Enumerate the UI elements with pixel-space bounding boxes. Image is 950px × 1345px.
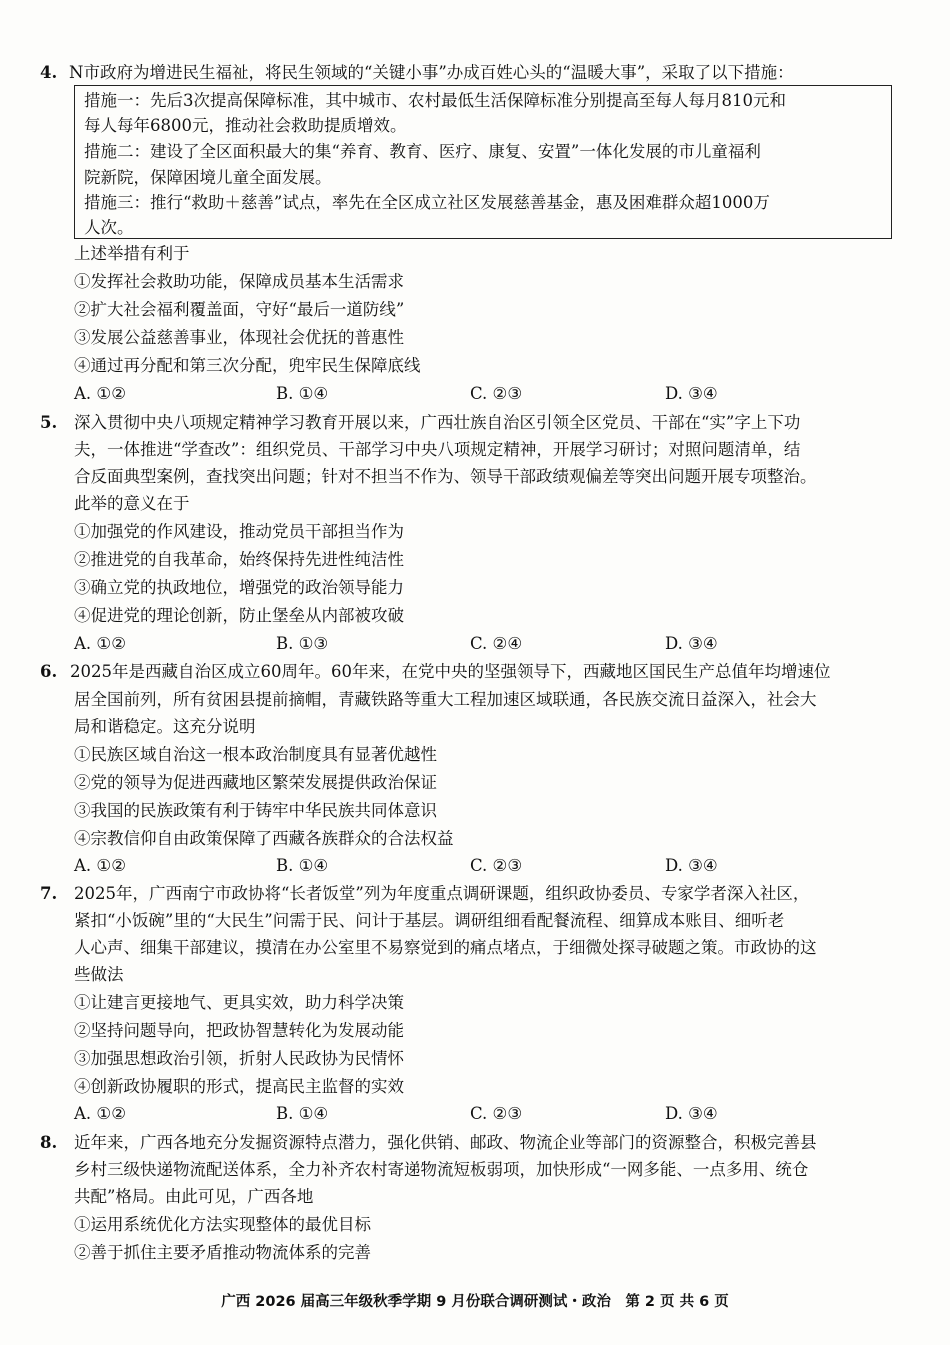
question-stem-line: 共配”格局。由此可见，广西各地	[74, 1187, 314, 1206]
question-stem-line: N市政府为增进民生福祉，将民生领域的“关键小事”办成百姓心头的“温暖大事”，采取了以下措施：	[69, 63, 794, 82]
statement-item: ④创新政协履职的形式，提高民主监督的实效	[74, 1077, 404, 1096]
question-stem-line: 深入贯彻中央八项规定精神学习教育开展以来，广西壮族自治区引领全区党员、干部在“实”字上下功	[74, 413, 801, 432]
question-number: 6.	[40, 662, 58, 681]
box-line: 人次。	[84, 218, 134, 237]
option-c[interactable]: C. ②③	[470, 856, 523, 875]
statement-item: ②推进党的自我革命，始终保持先进性纯洁性	[74, 550, 404, 569]
option-c[interactable]: C. ②③	[470, 384, 523, 403]
question-lead: 上述举措有利于	[74, 244, 190, 263]
question-stem-line: 2025年是西藏自治区成立60周年。60年来，在党中央的坚强领导下，西藏地区国民生产总值年均增速位	[70, 662, 831, 681]
question-stem-line: 乡村三级快递物流配送体系，全力补齐农村寄递物流短板弱项，加快形成“一网多能、一点多用、统仓	[74, 1160, 809, 1179]
question-stem-line: 些做法	[74, 965, 124, 984]
option-b[interactable]: B. ①④	[276, 856, 329, 875]
option-d[interactable]: D. ③④	[665, 384, 718, 403]
question-stem-line: 居全国前列，所有贫困县提前摘帽，青藏铁路等重大工程加速区域联通，各民族交流日益深入，社会大	[74, 690, 817, 709]
question-number: 8.	[40, 1133, 58, 1152]
question-stem-line: 局和谐稳定。这充分说明	[74, 717, 256, 736]
page-footer: 广西 2026 届高三年级秋季学期 9 月份联合调研测试・政治 第 2 页 共 6 页	[221, 1294, 729, 1310]
option-d[interactable]: D. ③④	[665, 634, 718, 653]
box-line: 院新院，保障困境儿童全面发展。	[84, 168, 332, 187]
option-a[interactable]: A. ①②	[74, 1104, 126, 1123]
statement-item: ④宗教信仰自由政策保障了西藏各族群众的合法权益	[74, 829, 454, 848]
statement-item: ③发展公益慈善事业，体现社会优抚的普惠性	[74, 328, 404, 347]
statement-item: ④通过再分配和第三次分配，兜牢民生保障底线	[74, 356, 421, 375]
box-line: 措施一：先后3次提高保障标准，其中城市、农村最低生活保障标准分别提高至每人每月810元和	[84, 91, 786, 110]
statement-item: ②坚持问题导向，把政协智慧转化为发展动能	[74, 1021, 404, 1040]
option-c[interactable]: C. ②③	[470, 1104, 523, 1123]
question-stem-line: 合反面典型案例，查找突出问题；针对不担当不作为、领导干部政绩观偏差等突出问题开展专项整治。	[74, 467, 817, 486]
option-b[interactable]: B. ①③	[276, 634, 329, 653]
box-line: 措施二：建设了全区面积最大的集“养育、教育、医疗、康复、安置”一体化发展的市儿童福利	[84, 142, 761, 161]
statement-item: ①民族区域自治这一根本政治制度具有显著优越性	[74, 745, 437, 764]
question-stem-line: 2025年，广西南宁市政协将“长者饭堂”列为年度重点调研课题，组织政协委员、专家学者深入社区，	[74, 884, 810, 903]
option-b[interactable]: B. ①④	[276, 1104, 329, 1123]
box-line: 每人每年6800元，推动社会救助提质增效。	[84, 116, 407, 135]
option-a[interactable]: A. ①②	[74, 856, 126, 875]
question-stem-line: 人心声、细集干部建议，摸清在办公室里不易察觉到的痛点堵点，于细微处探寻破题之策。市政协的这	[74, 938, 817, 957]
question-stem-line: 夫，一体推进“学查改”：组织党员、干部学习中央八项规定精神，开展学习研讨；对照问题清单，结	[74, 440, 801, 459]
option-c[interactable]: C. ②④	[470, 634, 523, 653]
question-stem-line: 此举的意义在于	[74, 494, 190, 513]
statement-item: ①让建言更接地气、更具实效，助力科学决策	[74, 993, 404, 1012]
option-d[interactable]: D. ③④	[665, 856, 718, 875]
question-number: 7.	[40, 884, 58, 903]
statement-item: ①发挥社会救助功能，保障成员基本生活需求	[74, 272, 404, 291]
option-a[interactable]: A. ①②	[74, 634, 126, 653]
statement-item: ③加强思想政治引领，折射人民政协为民情怀	[74, 1049, 404, 1068]
question-number: 5.	[40, 413, 58, 432]
statement-item: ①加强党的作风建设，推动党员干部担当作为	[74, 522, 404, 541]
statement-item: ④促进党的理论创新，防止堡垒从内部被攻破	[74, 606, 404, 625]
statement-item: ③确立党的执政地位，增强党的政治领导能力	[74, 578, 404, 597]
statement-item: ②扩大社会福利覆盖面，守好“最后一道防线”	[74, 300, 405, 319]
option-b[interactable]: B. ①④	[276, 384, 329, 403]
option-a[interactable]: A. ①②	[74, 384, 126, 403]
statement-item: ③我国的民族政策有利于铸牢中华民族共同体意识	[74, 801, 437, 820]
box-line: 措施三：推行“救助＋慈善”试点，率先在全区成立社区发展慈善基金，惠及困难群众超1000万	[84, 193, 770, 212]
question-stem-line: 紧扣“小饭碗”里的“大民生”问需于民、问计于基层。调研组细看配餐流程、细算成本账目、细听老	[74, 911, 785, 930]
question-stem-line: 近年来，广西各地充分发掘资源特点潜力，强化供销、邮政、物流企业等部门的资源整合，积极完善县	[74, 1133, 817, 1152]
question-number: 4.	[40, 63, 58, 82]
statement-item: ②党的领导为促进西藏地区繁荣发展提供政治保证	[74, 773, 437, 792]
statement-item: ②善于抓住主要矛盾推动物流体系的完善	[74, 1243, 371, 1262]
statement-item: ①运用系统优化方法实现整体的最优目标	[74, 1215, 371, 1234]
option-d[interactable]: D. ③④	[665, 1104, 718, 1123]
